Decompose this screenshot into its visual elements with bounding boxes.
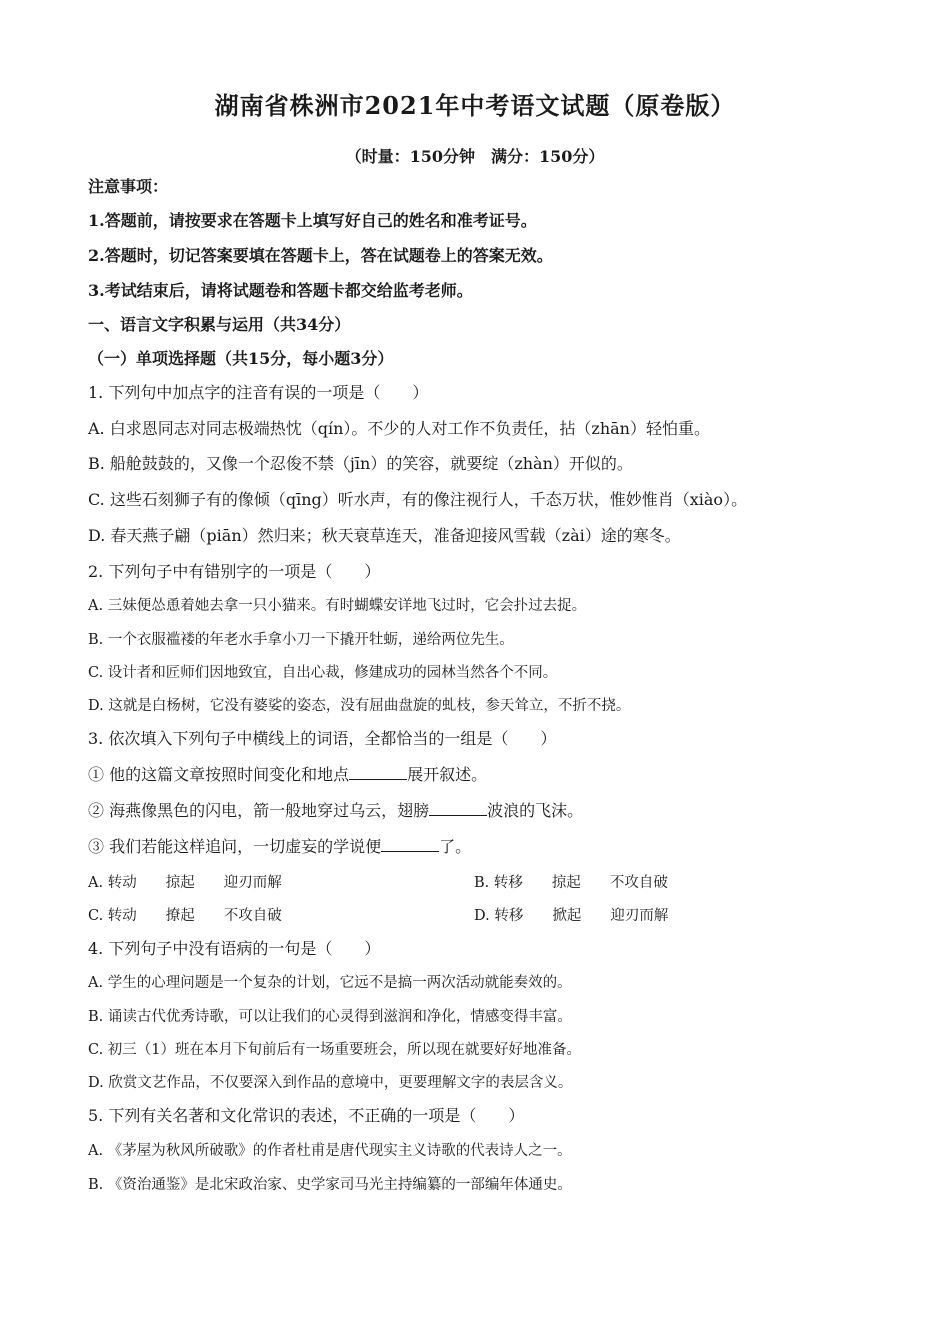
question-2-option-d: D. 这就是白杨树，它没有婆娑的姿态，没有屈曲盘旋的虬枝，参天耸立，不折不挠。 xyxy=(88,698,631,714)
question-2-option-a: A. 三妹便怂恿着她去拿一只小猫来。有时蝴蝶安详地飞过时，它会扑过去捉。 xyxy=(88,598,587,614)
notice-item: 2.答题时，切记答案要填在答题卡上，答在试题卷上的答案无效。 xyxy=(88,246,553,265)
notice-item: 3.考试结束后，请将试题卷和答题卡都交给监考老师。 xyxy=(88,281,473,300)
item-text: 了。 xyxy=(439,837,472,856)
item-text: ③ 我们若能这样追问，一切虚妄的学说便 xyxy=(88,837,382,856)
question-2-option-c: C. 设计者和匠师们因地致宜，自出心裁，修建成功的园林当然各个不同。 xyxy=(88,665,558,681)
question-3-option-d: D. 转移 掀起 迎刃而解 xyxy=(474,908,669,924)
item-text: ① 他的这篇文章按照时间变化和地点 xyxy=(88,765,350,784)
question-5-option-a: A. 《茅屋为秋风所破歌》的作者杜甫是唐代现实主义诗歌的代表诗人之一。 xyxy=(88,1143,572,1159)
exam-duration-score: （时量：150分钟 满分：150分） xyxy=(345,147,605,166)
item-text: 展开叙述。 xyxy=(407,765,488,784)
question-1-option-b: B. 船舱鼓鼓的，又像一个忍俊不禁（jīn）的笑容，就要绽（zhàn）开似的。 xyxy=(88,454,633,473)
question-3-item-3 xyxy=(88,836,471,858)
part-heading: 一、语言文字积累与运用（共34分） xyxy=(88,315,351,334)
question-4-option-d: D. 欣赏文艺作品，不仅要深入到作品的意境中，更要理解文字的表层含义。 xyxy=(88,1075,573,1091)
question-5-stem: 5. 下列有关名著和文化常识的表述，不正确的一项是（ ） xyxy=(88,1106,525,1125)
question-4-option-a: A. 学生的心理问题是一个复杂的计划，它远不是搞一两次活动就能奏效的。 xyxy=(88,975,572,991)
question-4-option-b: B. 诵读古代优秀诗歌，可以让我们的心灵得到滋润和净化，情感变得丰富。 xyxy=(88,1009,572,1025)
question-3-item-1 xyxy=(88,764,487,786)
question-1-option-d: D. 春天燕子翩（piān）然归来；秋天衰草连天，准备迎接风雪载（zài）途的寒冬。 xyxy=(88,526,681,545)
question-3-stem: 3. 依次填入下列句子中横线上的词语，全都恰当的一组是（ ） xyxy=(88,729,557,748)
question-1-stem: 1. 下列句中加点字的注音有误的一项是（ ） xyxy=(88,383,429,402)
question-1-option-a: A. 白求恩同志对同志极端热忱（qín）。不少的人对工作不负责任，拈（zhān）轻怕重。 xyxy=(88,419,710,438)
section-heading: （一）单项选择题（共15分，每小题3分） xyxy=(88,349,394,368)
fill-blank-line xyxy=(429,801,487,816)
notice-item: 1.答题前，请按要求在答题卡上填写好自己的姓名和准考证号。 xyxy=(88,211,537,230)
question-3-item-2 xyxy=(88,800,583,822)
question-1-option-c: C. 这些石刻狮子有的像倾（qīng）听水声，有的像注视行人，千态万状，惟妙惟肖（xiào）。 xyxy=(88,490,748,509)
item-text: ② 海燕像黑色的闪电，箭一般地穿过乌云，翅膀 xyxy=(88,801,430,820)
question-2-stem: 2. 下列句子中有错别字的一项是（ ） xyxy=(88,562,381,581)
page-title: 湖南省株洲市2021年中考语文试题（原卷版） xyxy=(214,91,736,120)
notice-heading: 注意事项： xyxy=(88,177,169,196)
question-4-stem: 4. 下列句子中没有语病的一句是（ ） xyxy=(88,939,381,958)
question-3-option-b: B. 转移 掠起 不攻自破 xyxy=(474,875,668,891)
question-3-option-c: C. 转动 撩起 不攻自破 xyxy=(88,908,282,924)
item-text: 波浪的飞沫。 xyxy=(487,801,584,820)
question-4-option-c: C. 初三（1）班在本月下旬前后有一场重要班会，所以现在就要好好地准备。 xyxy=(88,1042,582,1058)
question-3-option-a: A. 转动 掠起 迎刃而解 xyxy=(88,875,282,891)
question-5-option-b: B. 《资治通鉴》是北宋政治家、史学家司马光主持编纂的一部编年体通史。 xyxy=(88,1177,572,1193)
fill-blank-line xyxy=(381,837,439,852)
question-2-option-b: B. 一个衣服褴褛的年老水手拿小刀一下撬开牡蛎，递给两位先生。 xyxy=(88,632,514,648)
fill-blank-line xyxy=(349,765,407,780)
